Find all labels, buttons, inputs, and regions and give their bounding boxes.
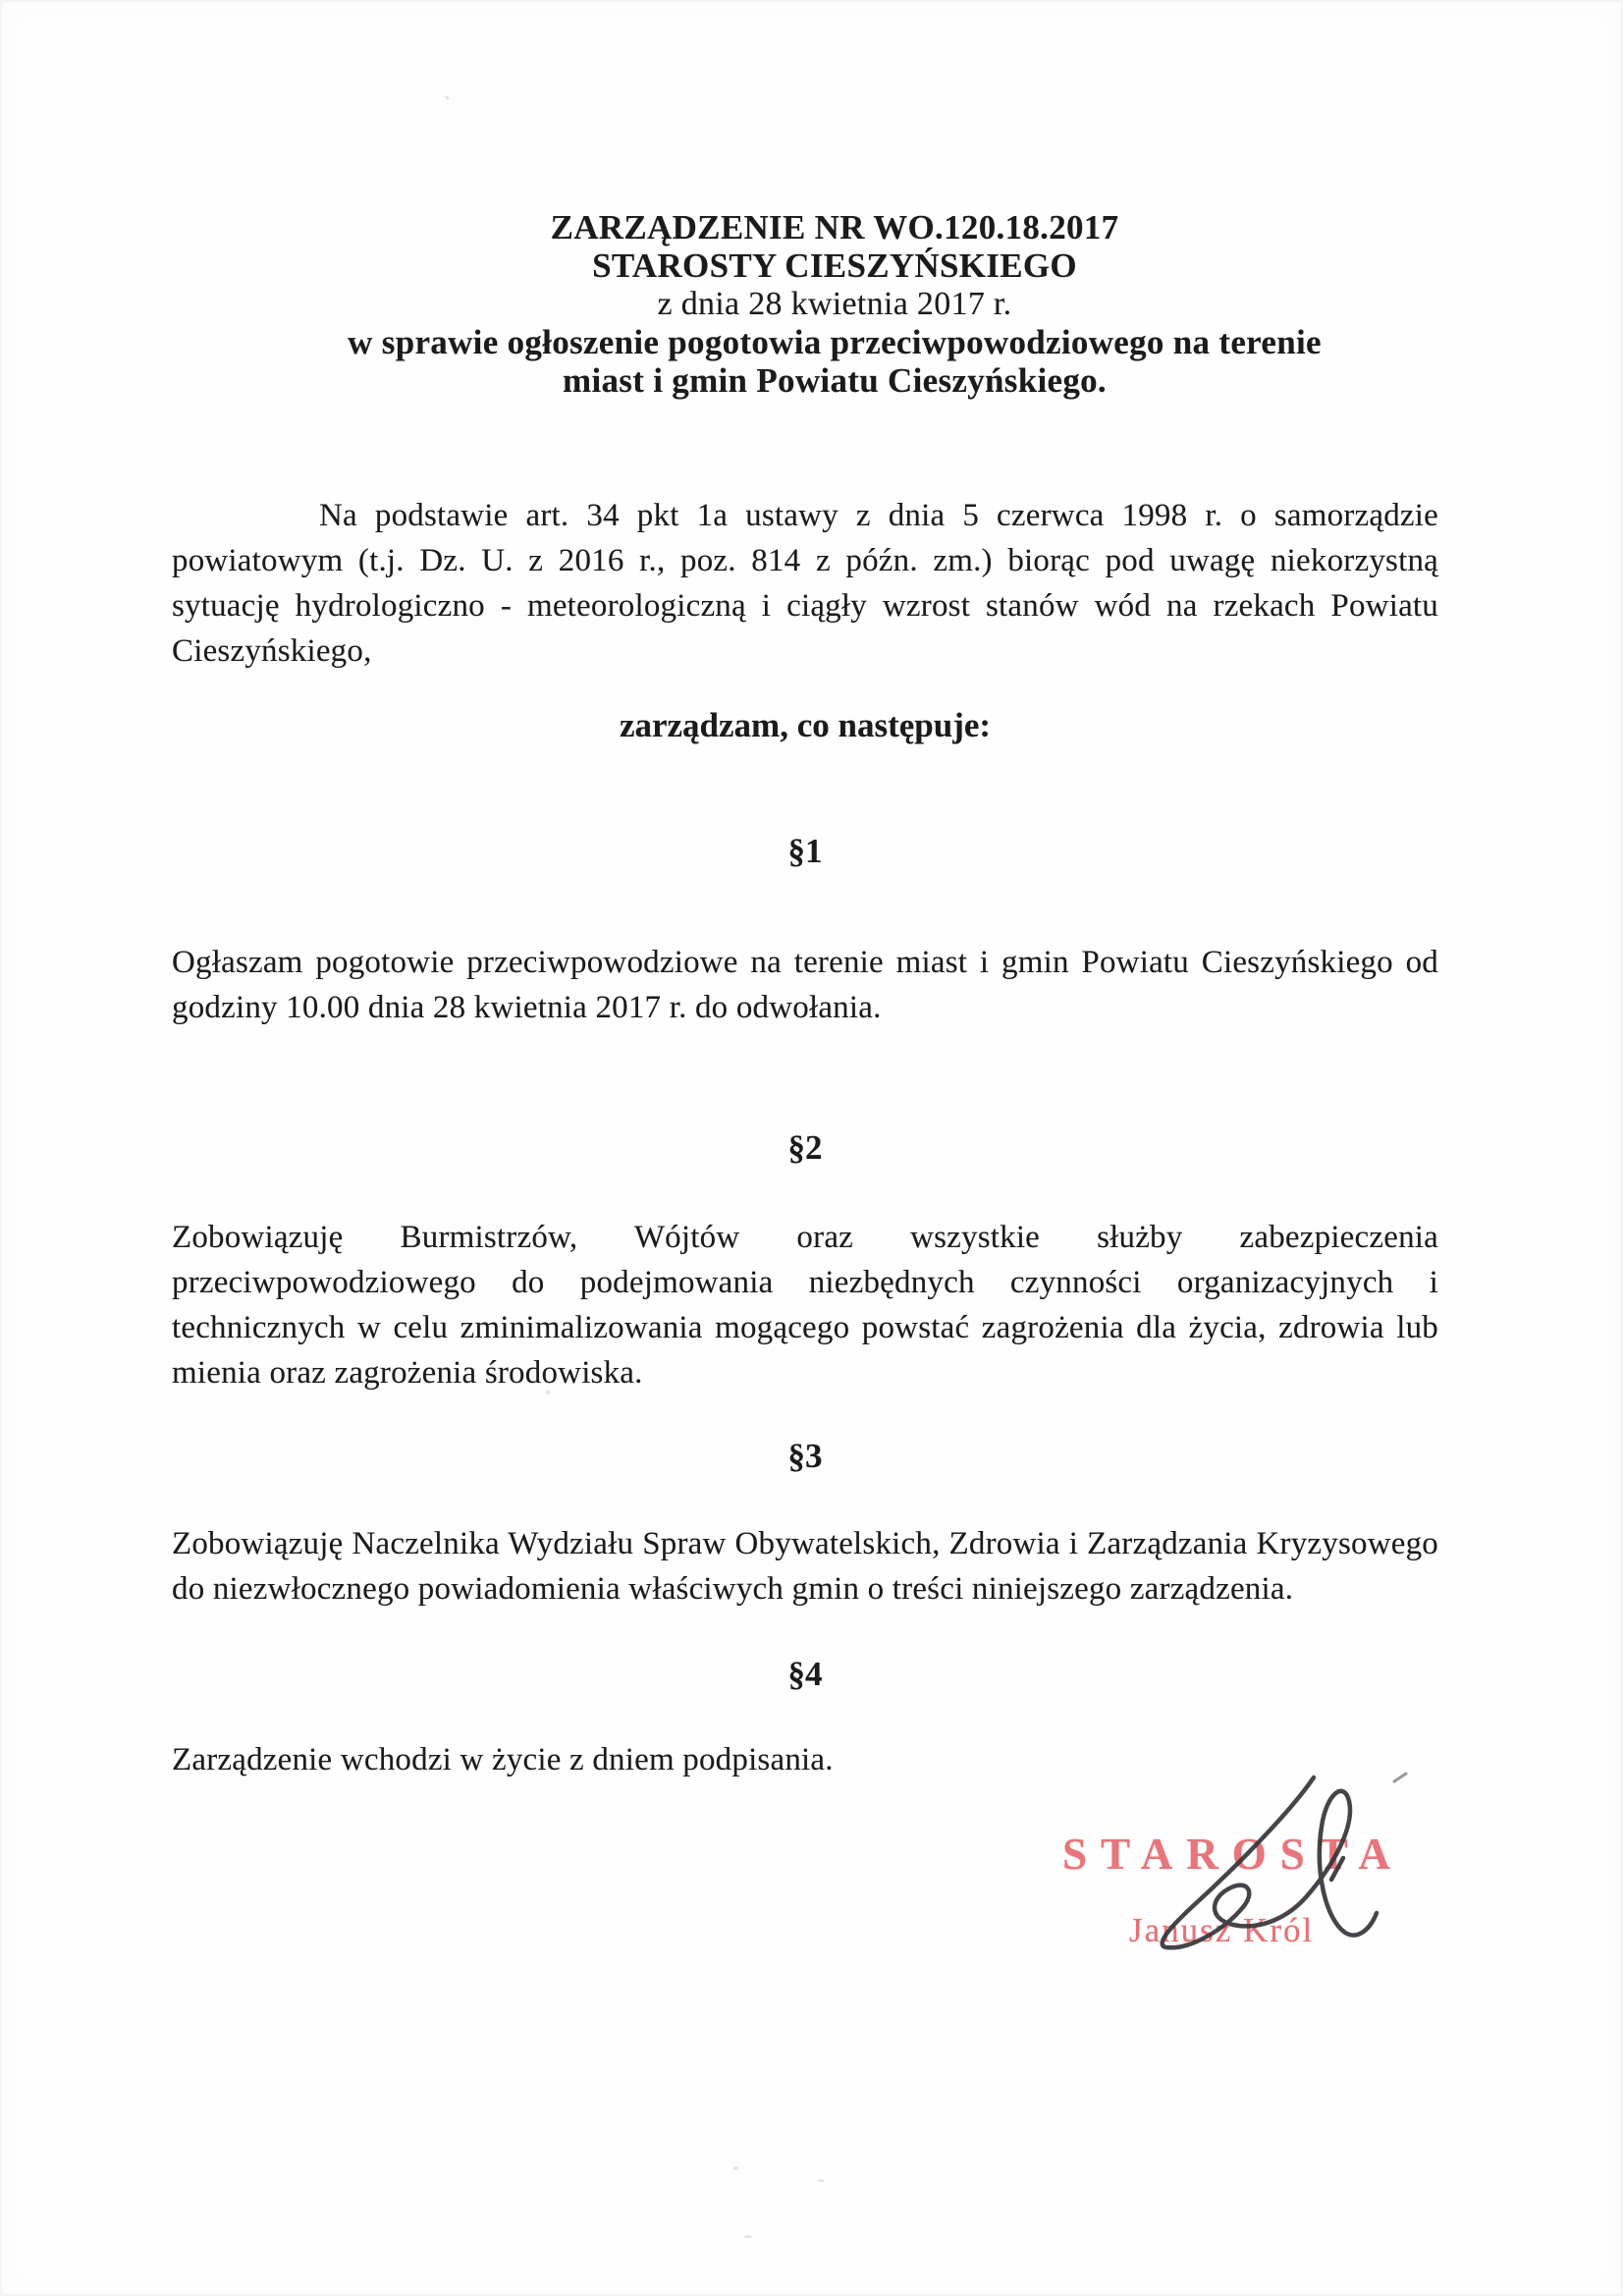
- ordinance-number-line: ZARZĄDZENIE NR WO.120.18.2017: [550, 208, 1119, 246]
- order-intro: zarządzam, co następuje:: [619, 706, 992, 744]
- subject-line-1: w sprawie ogłoszenie pogotowia przeciwpowodziowego na terenie: [348, 323, 1322, 361]
- preamble-paragraph: Na podstawie art. 34 pkt 1a ustawy z dnia 5 czerwca 1998 r. o samorządzie powiatowym (t.j. Dz. U. z 2016 r., poz. 814 z późn. zm.) biorąc pod uwagę niekorzystną sytuację hydrologiczno - meteorologiczną i ciągły wzrost stanów wód na rzekach Powiatu Cieszyńskiego,: [172, 498, 1438, 669]
- document-header: [172, 208, 1438, 400]
- section-text-3: Zobowiązuję Naczelnika Wydziału Spraw Obywatelskich, Zdrowia i Zarządzania Kryzysowego do niezwłocznego powiadomienia właściwych gmin o treści niniejszego zarządzenia.: [172, 1526, 1438, 1607]
- date-line: z dnia 28 kwietnia 2017 r.: [657, 286, 1012, 322]
- section-mark-1: §1: [787, 832, 823, 870]
- scan-speck: [546, 1391, 550, 1394]
- stamp-signer-name: Janusz Król: [1129, 1911, 1315, 1949]
- section-mark-2: §2: [787, 1128, 823, 1167]
- document-content: [172, 0, 1438, 1815]
- section-text-2: Zobowiązuję Burmistrzów, Wójtów oraz wszystkie służby zabezpieczenia przeciwpowodziowego do podejmowania niezbędnych czynności organizacyjnych i technicznych w celu zminimalizowania mogącego powstać zagrożenia dla życia, zdrowia lub mienia oraz zagrożenia środowiska.: [172, 1220, 1438, 1391]
- section-mark-3: §3: [787, 1437, 823, 1475]
- issuer-line: STAROSTY CIESZYŃSKIEGO: [592, 246, 1077, 285]
- subject-line-2: miast i gmin Powiatu Cieszyńskiego.: [563, 361, 1107, 400]
- scan-speck: [744, 2235, 752, 2238]
- section-text-4: Zarządzenie wchodzi w życie z dniem podpisania.: [172, 1742, 834, 1777]
- scan-speck: [818, 2179, 825, 2182]
- section-mark-4: §4: [787, 1655, 823, 1693]
- stamp-title: STAROSTA: [1062, 1830, 1404, 1879]
- section-text-1: Ogłaszam pogotowie przeciwpowodziowe na terenie miast i gmin Powiatu Cieszyńskiego od godziny 10.00 dnia 28 kwietnia 2017 r. do odwołania.: [172, 945, 1438, 1025]
- scan-speck: [733, 2166, 738, 2170]
